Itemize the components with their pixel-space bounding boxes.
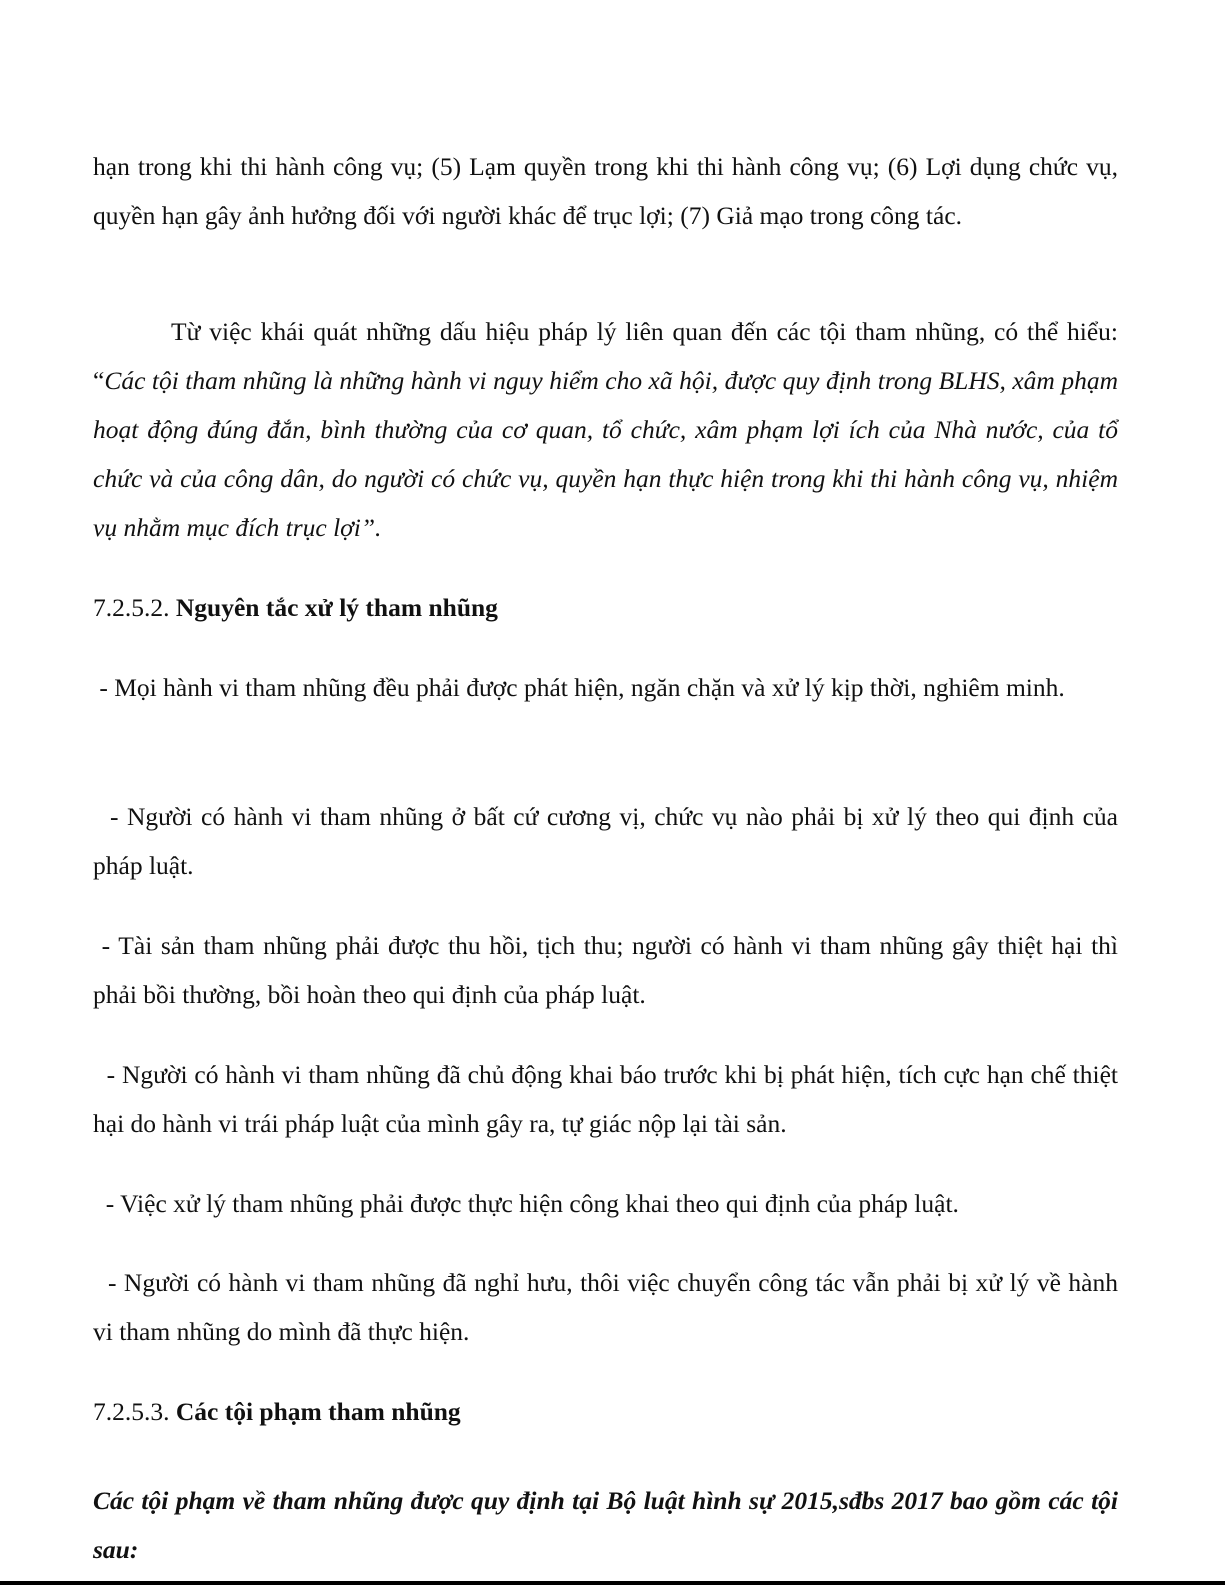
section-title: Nguyên tắc xử lý tham nhũng — [175, 593, 498, 622]
bullet-item: - Người có hành vi tham nhũng đã nghỉ hưu, thôi việc chuyển công tác vẫn phải bị xử lý về hành vi tham nhũng do mình đã thực hiện. — [93, 1268, 1125, 1346]
paragraph-continuation: hạn trong khi thi hành công vụ; (5) Lạm quyền trong khi thi hành công vụ; (6) Lợi dụng chức vụ, quyền hạn gây ảnh hưởng đối với người khác để trục lợi; (7) Giả mạo trong công tác. — [93, 152, 1118, 230]
bullet-item: - Người có hành vi tham nhũng ở bất cứ cương vị, chức vụ nào phải bị xử lý theo qui định của pháp luật. — [93, 802, 1125, 880]
definition-quote: Các tội tham nhũng là những hành vi nguy hiểm cho xã hội, được quy định trong BLHS, xâm phạm hoạt động đúng đắn, bình thường của cơ quan, tổ chức, xâm phạm lợi ích của Nhà nước, của tổ chức và của công dân, do người có chức vụ, quyền hạn thực hiện trong khi thi hành công vụ, nhiệm vụ nhằm mục đích trục lợi”. — [93, 366, 1118, 542]
definition-intro: Từ việc khái quát những dấu hiệu pháp lý liên quan đến các tội tham nhũng, có thể hiểu: “ — [93, 317, 1118, 395]
section-number: 7.2.5.3. — [93, 1397, 170, 1426]
section-heading-principles — [93, 583, 1118, 632]
bullet-item: - Việc xử lý tham nhũng phải được thực hiện công khai theo qui định của pháp luật. — [93, 1189, 959, 1218]
bullet-item: - Người có hành vi tham nhũng đã chủ động khai báo trước khi bị phát hiện, tích cực hạn chế thiệt hại do hành vi trái pháp luật của mình gây ra, tự giác nộp lại tài sản. — [93, 1060, 1125, 1138]
section-number: 7.2.5.2. — [93, 593, 170, 622]
page-bottom-border — [0, 1581, 1225, 1585]
bullet-item: - Tài sản tham nhũng phải được thu hồi, tịch thu; người có hành vi tham nhũng gây thiệt hại thì phải bồi thường, bồi hoàn theo qui định của pháp luật. — [93, 931, 1125, 1009]
bullet-item: - Mọi hành vi tham nhũng đều phải được phát hiện, ngăn chặn và xử lý kịp thời, nghiêm minh. — [93, 673, 1065, 702]
paragraph-definition — [93, 307, 1118, 552]
closing-statement: Các tội phạm về tham nhũng được quy định tại Bộ luật hình sự 2015,sđbs 2017 bao gồm các tội sau: — [93, 1486, 1118, 1564]
section-heading-crimes — [93, 1387, 1118, 1436]
section-title: Các tội phạm tham nhũng — [175, 1397, 461, 1426]
